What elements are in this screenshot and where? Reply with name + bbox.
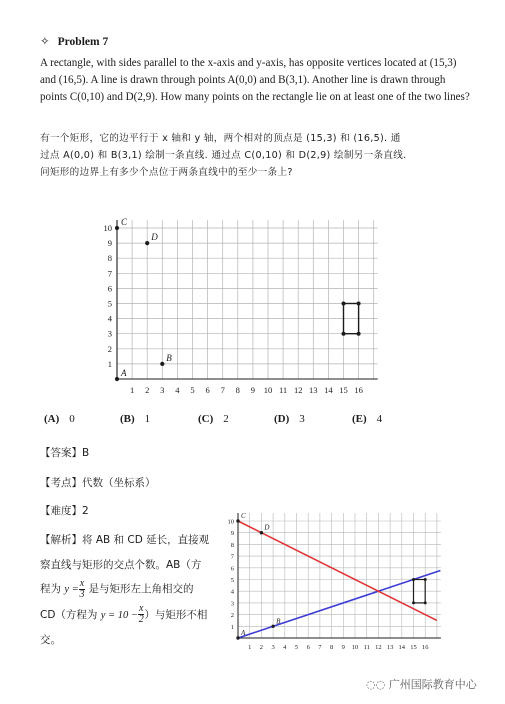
y-tick-label: 10 bbox=[103, 223, 112, 233]
y-tick-label: 9 bbox=[230, 530, 234, 538]
x-tick-label: 9 bbox=[250, 385, 256, 395]
x-tick-label: 8 bbox=[235, 385, 240, 395]
difficulty-label: 【难度】2 bbox=[40, 505, 89, 517]
x-tick-label: 2 bbox=[145, 385, 150, 395]
x-tick-label: 13 bbox=[386, 644, 394, 651]
diamond-icon: ✧ bbox=[40, 36, 50, 48]
y-tick-label: 3 bbox=[107, 328, 112, 339]
point-c bbox=[236, 519, 239, 522]
x-tick-label: 6 bbox=[306, 644, 310, 651]
x-tick-label: 3 bbox=[160, 385, 165, 395]
x-tick-label: 11 bbox=[363, 644, 370, 651]
choice-c[interactable]: (C) 2 bbox=[198, 413, 229, 425]
solution-figure-grid bbox=[220, 512, 445, 662]
x-tick-label: 12 bbox=[375, 644, 382, 651]
y-tick-label: 7 bbox=[230, 553, 234, 561]
rectangle-vertex bbox=[412, 601, 415, 604]
watermark: ◌◌ 广州国际教育中心 bbox=[366, 678, 477, 691]
x-tick-label: 6 bbox=[205, 385, 210, 395]
x-tick-label: 15 bbox=[339, 385, 348, 395]
problem-statement-english: A rectangle, with sides parallel to the x-axis and y-axis, has opposite vertices located at (15,3) and (16,5). A line is drawn through points A(0,0) and B(3,1). Another line is drawn through points C(0,10) and D(2,9). How many points on the rectangle lie on at least one of the two lines? bbox=[40, 57, 470, 104]
point-c bbox=[115, 226, 119, 230]
y-tick-label: 10 bbox=[227, 518, 234, 526]
equation-ab: y = bbox=[64, 584, 79, 595]
point-b bbox=[271, 625, 274, 628]
y-tick-label: 5 bbox=[107, 298, 112, 309]
problem-figure-grid bbox=[95, 210, 395, 406]
x-tick-label: 14 bbox=[324, 385, 333, 395]
rectangle-vertex bbox=[424, 601, 427, 604]
x-tick-label: 16 bbox=[354, 385, 363, 395]
x-tick-label: 4 bbox=[175, 385, 180, 395]
problem-statement-chinese bbox=[40, 130, 472, 181]
choice-b[interactable]: (B) 1 bbox=[120, 413, 151, 425]
y-tick-label: 1 bbox=[107, 358, 112, 369]
x-tick-label: 11 bbox=[279, 385, 288, 395]
topic-label: 【考点】代数（坐标系） bbox=[40, 477, 156, 489]
point-label-a: A bbox=[121, 368, 127, 378]
y-tick-label: 6 bbox=[107, 283, 112, 294]
point-label-d: D bbox=[264, 523, 270, 532]
problem-title bbox=[40, 34, 108, 48]
problem-title-text: Problem 7 bbox=[57, 36, 109, 48]
x-tick-label: 15 bbox=[410, 644, 417, 651]
answer-label: 【答案】B bbox=[40, 447, 90, 459]
point-label-a: A bbox=[241, 629, 246, 637]
choice-d[interactable]: (D) 3 bbox=[274, 413, 305, 425]
y-tick-label: 1 bbox=[230, 623, 234, 631]
chinese-line: 过点 A(0,0) 和 B(3,1) 绘制一条直线. 通过点 C(0,10) 和 D(2,9) 绘制另一条直线. bbox=[40, 150, 407, 161]
x-tick-label: 8 bbox=[329, 644, 334, 651]
x-tick-label: 10 bbox=[351, 644, 359, 651]
x-tick-label: 1 bbox=[248, 644, 252, 651]
point-d bbox=[260, 531, 263, 534]
rectangle-vertex bbox=[342, 302, 346, 306]
x-tick-label: 16 bbox=[421, 644, 429, 651]
point-a bbox=[236, 636, 239, 639]
chinese-line: 有一个矩形，它的边平行于 x 轴和 y 轴，两个相对的顶点是 (15,3) 和 (16,5). 通 bbox=[40, 133, 401, 144]
y-tick-label: 9 bbox=[107, 238, 112, 249]
point-label-c: C bbox=[241, 512, 246, 520]
x-tick-label: 13 bbox=[309, 385, 318, 395]
x-tick-label: 7 bbox=[318, 644, 322, 651]
wechat-icon: ◌◌ bbox=[366, 678, 389, 691]
x-tick-label: 3 bbox=[271, 644, 275, 651]
y-tick-label: 4 bbox=[107, 313, 112, 324]
y-tick-label: 3 bbox=[230, 600, 234, 608]
point-label-d: D bbox=[151, 232, 158, 243]
rectangle-vertex bbox=[357, 332, 361, 336]
x-tick-label: 2 bbox=[259, 644, 264, 651]
x-tick-label: 5 bbox=[190, 385, 195, 395]
point-label-c: C bbox=[121, 217, 128, 227]
point-label-b: B bbox=[166, 352, 172, 363]
chinese-line: 问矩形的边界上有多少个点位于两条直线中的至少一条上? bbox=[40, 167, 293, 178]
explanation-text: 【解析】将 AB 和 CD 延长，直接观 察直线与矩形的交点个数。AB（方 程为 y = $\frac{x}{3}$ 是与矩形左上角相交的 CD（方程为 y = 10 − $\frac{x}{2}$ ）与矩形不相 交。 bbox=[40, 534, 210, 646]
y-tick-label: 8 bbox=[230, 541, 234, 549]
y-tick-label: 2 bbox=[230, 612, 234, 620]
x-tick-label: 14 bbox=[398, 644, 406, 651]
fraction: $\frac{x}{2}$ bbox=[138, 603, 144, 625]
y-tick-label: 5 bbox=[230, 577, 234, 584]
y-tick-label: 4 bbox=[230, 588, 234, 596]
x-tick-label: 12 bbox=[293, 385, 303, 395]
rectangle-vertex bbox=[357, 302, 361, 306]
y-tick-label: 8 bbox=[107, 253, 112, 264]
rectangle-vertex bbox=[412, 578, 415, 581]
choice-e[interactable]: (E) 4 bbox=[352, 413, 383, 425]
choice-a[interactable]: (A) 0 bbox=[44, 413, 75, 425]
fraction: $\frac{x}{3}$ bbox=[79, 577, 85, 600]
point-label-b: B bbox=[276, 617, 281, 626]
x-tick-label: 7 bbox=[220, 385, 225, 395]
y-tick-label: 6 bbox=[230, 565, 234, 573]
x-tick-label: 10 bbox=[263, 385, 273, 395]
x-tick-label: 5 bbox=[294, 644, 299, 651]
rectangle-vertex bbox=[342, 332, 346, 336]
x-tick-label: 1 bbox=[129, 385, 135, 395]
y-tick-label: 2 bbox=[107, 343, 112, 354]
x-tick-label: 9 bbox=[341, 644, 345, 651]
point-b bbox=[160, 362, 164, 366]
rectangle-vertex bbox=[424, 578, 427, 581]
point-a bbox=[115, 377, 119, 381]
line-ab bbox=[238, 571, 440, 638]
equation-cd: y = 10 − bbox=[100, 609, 138, 621]
point-d bbox=[145, 241, 149, 245]
x-tick-label: 4 bbox=[283, 644, 287, 651]
y-tick-label: 7 bbox=[107, 268, 112, 279]
